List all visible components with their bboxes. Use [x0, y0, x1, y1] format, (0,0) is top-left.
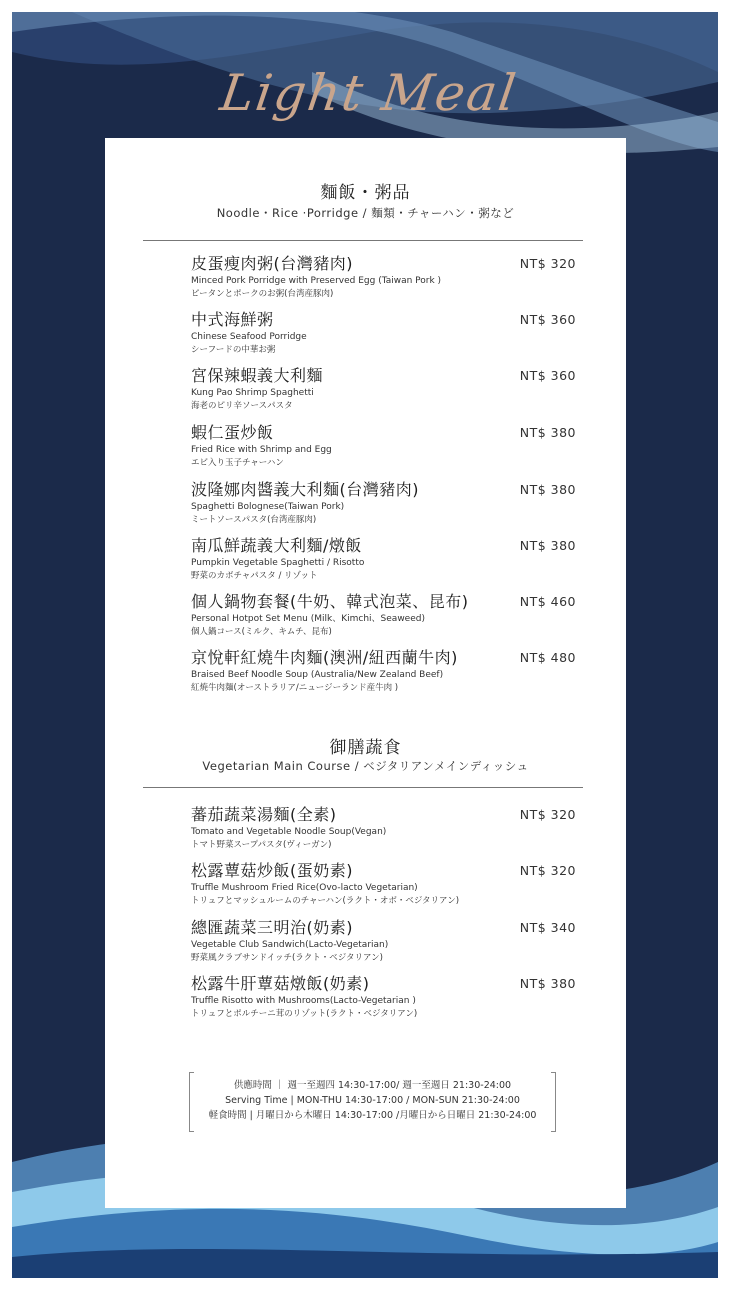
menu-item	[191, 805, 601, 861]
item-name-ja: シーフードの中華お粥	[191, 345, 276, 355]
item-name-en: Spaghetti Bolognese(Taiwan Pork)	[191, 502, 345, 512]
item-name-zh: 松露牛肝蕈菇燉飯(奶素)	[191, 974, 370, 993]
item-name-ja: ピータンとポークのお粥(台湾産豚肉)	[191, 289, 334, 299]
menu-item	[191, 974, 601, 1030]
item-price: NT$ 380	[519, 538, 576, 553]
hours-en: Serving Time | MON-THU 14:30-17:00 / MON-SUN 21:30-24:00	[225, 1095, 520, 1106]
item-name-ja: 個人鍋コース(ミルク、キムチ、昆布)	[191, 627, 332, 637]
item-name-en: Vegetable Club Sandwich(Lacto-Vegetarian)	[191, 940, 389, 950]
item-price: NT$ 380	[519, 425, 576, 440]
serving-hours	[189, 1072, 556, 1130]
bracket-left	[189, 1072, 194, 1132]
item-price: NT$ 480	[519, 650, 576, 665]
item-name-zh: 南瓜鮮蔬義大利麵/燉飯	[191, 536, 362, 555]
menu-item	[191, 423, 601, 479]
item-name-zh: 京悅軒紅燒牛肉麵(澳洲/紐西蘭牛肉)	[191, 648, 458, 667]
menu-card	[105, 138, 626, 1208]
item-name-en: Kung Pao Shrimp Spaghetti	[191, 388, 314, 398]
item-name-zh: 皮蛋瘦肉粥(台灣豬肉)	[191, 254, 353, 273]
item-name-ja: 紅焼牛肉麺(オーストラリア/ニュージーランド産牛肉 )	[191, 683, 399, 693]
item-name-en: Pumpkin Vegetable Spaghetti / Risotto	[191, 558, 365, 568]
item-price: NT$ 460	[519, 594, 576, 609]
section-subtitle: Vegetarian Main Course / ベジタリアンメインディッシュ	[202, 759, 529, 773]
item-name-ja: トマト野菜スープパスタ(ヴィーガン)	[191, 840, 332, 850]
item-name-zh: 總匯蔬菜三明治(奶素)	[191, 918, 353, 937]
menu-item	[191, 918, 601, 974]
hours-zh: 供應時間 ｜ 週一至週四 14:30-17:00/ 週一至週日 21:30-24:00	[233, 1080, 512, 1091]
item-name-en: Tomato and Vegetable Noodle Soup(Vegan)	[191, 827, 387, 837]
item-name-ja: エビ入り玉子チャーハン	[191, 458, 284, 468]
menu-item	[191, 592, 601, 648]
item-name-ja: 海老のピリ辛ソースパスタ	[191, 401, 293, 411]
item-name-en: Truffle Mushroom Fried Rice(Ovo-lacto Vegetarian)	[191, 883, 418, 893]
menu-item	[191, 480, 601, 536]
item-price: NT$ 380	[519, 482, 576, 497]
item-name-zh: 個人鍋物套餐(牛奶、韓式泡菜、昆布)	[191, 592, 469, 611]
item-name-zh: 蝦仁蛋炒飯	[191, 423, 274, 442]
menu-item	[191, 310, 601, 366]
item-price: NT$ 360	[519, 312, 576, 327]
item-name-zh: 蕃茄蔬菜湯麵(全素)	[191, 805, 337, 824]
menu-item	[191, 366, 601, 422]
item-price: NT$ 320	[519, 863, 576, 878]
item-name-en: Fried Rice with Shrimp and Egg	[191, 445, 332, 455]
menu-item	[191, 536, 601, 592]
section-title: 御膳蔬食	[329, 738, 402, 758]
item-name-ja: ミートソースパスタ(台湾産豚肉)	[191, 515, 317, 525]
item-price: NT$ 360	[519, 368, 576, 383]
item-price: NT$ 340	[519, 920, 576, 935]
item-price: NT$ 380	[519, 976, 576, 991]
item-name-zh: 中式海鮮粥	[191, 310, 274, 329]
divider	[143, 787, 583, 788]
item-name-en: Braised Beef Noodle Soup (Australia/New Zealand Beef)	[191, 670, 444, 680]
item-price: NT$ 320	[519, 807, 576, 822]
section-subtitle: Noodle・Rice ·Porridge / 麵類・チャーハン・粥など	[216, 206, 515, 220]
item-name-ja: トリュフとマッシュルームのチャーハン(ラクト・オボ・ベジタリアン)	[191, 896, 460, 906]
menu-item	[191, 254, 601, 310]
item-name-en: Truffle Risotto with Mushrooms(Lacto-Vegetarian )	[191, 996, 416, 1006]
page-title: Light Meal	[216, 64, 521, 122]
item-name-ja: 野菜風クラブサンドイッチ(ラクト・ベジタリアン)	[191, 953, 383, 963]
item-name-zh: 宮保辣蝦義大利麵	[191, 366, 324, 385]
divider	[143, 240, 583, 241]
item-name-zh: 波隆娜肉醬義大利麵(台灣豬肉)	[191, 480, 419, 499]
item-name-zh: 松露蕈菇炒飯(蛋奶素)	[191, 861, 353, 880]
item-name-en: Personal Hotpot Set Menu (Milk、Kimchi、Seaweed)	[191, 614, 425, 624]
item-price: NT$ 320	[519, 256, 576, 271]
bracket-right	[551, 1072, 556, 1132]
item-name-ja: 野菜のカボチャパスタ / リゾット	[191, 571, 318, 581]
section-title: 麵飯・粥品	[320, 183, 411, 203]
item-name-ja: トリュフとポルチーニ茸のリゾット(ラクト・ベジタリアン)	[191, 1009, 418, 1019]
menu-item	[191, 648, 601, 704]
hours-ja: 軽食時間 | 月曜日から木曜日 14:30-17:00 /月曜日から日曜日 21:30-24:00	[208, 1110, 537, 1121]
item-name-en: Minced Pork Porridge with Preserved Egg (Taiwan Pork )	[191, 276, 442, 286]
item-name-en: Chinese Seafood Porridge	[191, 332, 307, 342]
menu-item	[191, 861, 601, 917]
